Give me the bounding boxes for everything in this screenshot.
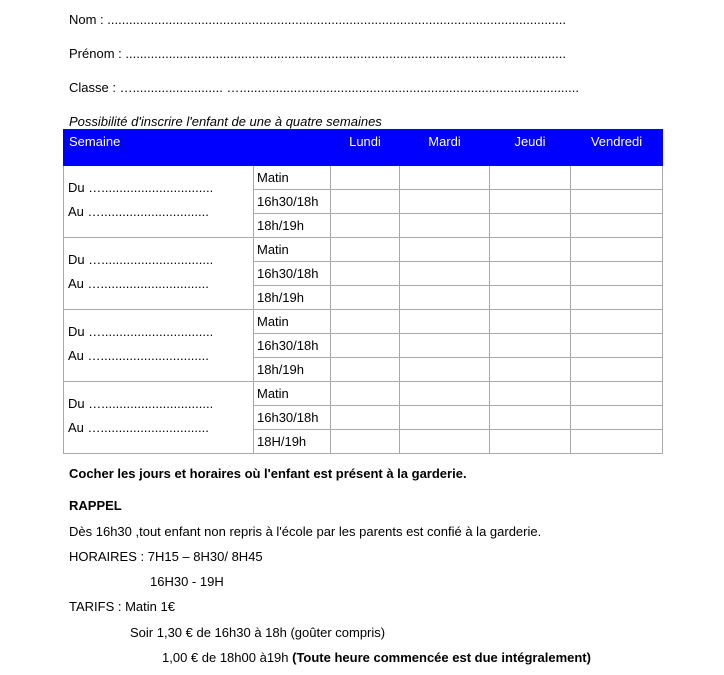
classe-field[interactable]: Classe : …......................... ….............................................................................................. [69, 80, 579, 95]
table-caption: Possibilité d'inscrire l'enfant de une à quatre semaines [69, 114, 382, 129]
checkbox-cell-lundi[interactable] [331, 382, 400, 406]
registration-table [63, 129, 663, 454]
checkbox-cell-lundi[interactable] [331, 214, 400, 238]
checkbox-cell-jeudi[interactable] [490, 406, 571, 430]
checkbox-cell-jeudi[interactable] [490, 382, 571, 406]
time-slot-label: 16h30/18h [254, 334, 331, 358]
week-du[interactable]: Du …............................... [68, 180, 214, 195]
header-jeudi: Jeudi [490, 130, 571, 166]
checkbox-cell-vendredi[interactable] [571, 334, 663, 358]
tarifs-line1: TARIFS : Matin 1€ [69, 599, 175, 614]
checkbox-cell-lundi[interactable] [331, 406, 400, 430]
checkbox-cell-mardi[interactable] [400, 406, 490, 430]
instructions: Cocher les jours et horaires où l'enfant est présent à la garderie. [69, 466, 467, 481]
checkbox-cell-lundi[interactable] [331, 166, 400, 190]
header-mardi: Mardi [400, 130, 490, 166]
checkbox-cell-lundi[interactable] [331, 430, 400, 454]
table-row [64, 310, 663, 334]
table-header-row [64, 130, 663, 166]
checkbox-cell-mardi[interactable] [400, 166, 490, 190]
time-slot-label: Matin [254, 310, 331, 334]
checkbox-cell-lundi[interactable] [331, 286, 400, 310]
checkbox-cell-lundi[interactable] [331, 310, 400, 334]
time-slot-label: 16h30/18h [254, 190, 331, 214]
week-du[interactable]: Du …............................... [68, 396, 214, 411]
checkbox-cell-lundi[interactable] [331, 238, 400, 262]
checkbox-cell-jeudi[interactable] [490, 238, 571, 262]
time-slot-label: Matin [254, 238, 331, 262]
checkbox-cell-vendredi[interactable] [571, 382, 663, 406]
checkbox-cell-jeudi[interactable] [490, 214, 571, 238]
header-semaine: Semaine [64, 130, 254, 166]
checkbox-cell-mardi[interactable] [400, 334, 490, 358]
rappel-title: RAPPEL [69, 498, 122, 513]
checkbox-cell-jeudi[interactable] [490, 334, 571, 358]
table-row [64, 166, 663, 190]
checkbox-cell-lundi[interactable] [331, 190, 400, 214]
checkbox-cell-mardi[interactable] [400, 262, 490, 286]
week-dates-cell[interactable] [64, 238, 254, 310]
checkbox-cell-mardi[interactable] [400, 286, 490, 310]
horaires-line1: HORAIRES : 7H15 – 8H30/ 8H45 [69, 549, 263, 564]
checkbox-cell-lundi[interactable] [331, 334, 400, 358]
tarifs-line3-note: (Toute heure commencée est due intégralement) [292, 650, 591, 665]
week-du[interactable]: Du …............................... [68, 324, 214, 339]
week-dates-cell[interactable] [64, 166, 254, 238]
table-row [64, 382, 663, 406]
checkbox-cell-vendredi[interactable] [571, 310, 663, 334]
week-du[interactable]: Du …............................... [68, 252, 214, 267]
header-vendredi: Vendredi [571, 130, 663, 166]
checkbox-cell-jeudi[interactable] [490, 430, 571, 454]
time-slot-label: 16h30/18h [254, 406, 331, 430]
rappel-line1: Dès 16h30 ,tout enfant non repris à l'école par les parents est confié à la garderie. [69, 524, 542, 539]
checkbox-cell-lundi[interactable] [331, 262, 400, 286]
checkbox-cell-vendredi[interactable] [571, 406, 663, 430]
checkbox-cell-jeudi[interactable] [490, 190, 571, 214]
checkbox-cell-jeudi[interactable] [490, 358, 571, 382]
checkbox-cell-mardi[interactable] [400, 238, 490, 262]
checkbox-cell-jeudi[interactable] [490, 166, 571, 190]
checkbox-cell-mardi[interactable] [400, 190, 490, 214]
checkbox-cell-lundi[interactable] [331, 358, 400, 382]
checkbox-cell-mardi[interactable] [400, 430, 490, 454]
week-au[interactable]: Au ….............................. [68, 276, 209, 291]
time-slot-label: 18H/19h [254, 430, 331, 454]
header-slot [254, 130, 331, 166]
prenom-field[interactable]: Prénom : .......................................................................................................................... [69, 46, 566, 61]
checkbox-cell-vendredi[interactable] [571, 262, 663, 286]
checkbox-cell-vendredi[interactable] [571, 286, 663, 310]
table-row [64, 238, 663, 262]
checkbox-cell-vendredi[interactable] [571, 190, 663, 214]
tarifs-line2: Soir 1,30 € de 16h30 à 18h (goûter compris) [130, 625, 386, 640]
header-lundi: Lundi [331, 130, 400, 166]
checkbox-cell-jeudi[interactable] [490, 310, 571, 334]
checkbox-cell-jeudi[interactable] [490, 262, 571, 286]
tarifs-line3 [162, 650, 591, 665]
week-dates-cell[interactable] [64, 382, 254, 454]
time-slot-label: Matin [254, 382, 331, 406]
time-slot-label: 18h/19h [254, 286, 331, 310]
time-slot-label: Matin [254, 166, 331, 190]
week-au[interactable]: Au ….............................. [68, 420, 209, 435]
checkbox-cell-mardi[interactable] [400, 310, 490, 334]
time-slot-label: 18h/19h [254, 214, 331, 238]
week-dates-cell[interactable] [64, 310, 254, 382]
checkbox-cell-mardi[interactable] [400, 214, 490, 238]
horaires-line2: 16H30 - 19H [150, 574, 224, 589]
checkbox-cell-vendredi[interactable] [571, 430, 663, 454]
nom-field[interactable]: Nom : ............................................................................................................................... [69, 12, 566, 27]
tarifs-line3-price: 1,00 € de 18h00 à19h [162, 650, 293, 665]
checkbox-cell-mardi[interactable] [400, 358, 490, 382]
checkbox-cell-vendredi[interactable] [571, 214, 663, 238]
checkbox-cell-vendredi[interactable] [571, 358, 663, 382]
time-slot-label: 18h/19h [254, 358, 331, 382]
week-au[interactable]: Au ….............................. [68, 204, 209, 219]
checkbox-cell-vendredi[interactable] [571, 166, 663, 190]
checkbox-cell-vendredi[interactable] [571, 238, 663, 262]
week-au[interactable]: Au ….............................. [68, 348, 209, 363]
checkbox-cell-mardi[interactable] [400, 382, 490, 406]
time-slot-label: 16h30/18h [254, 262, 331, 286]
checkbox-cell-jeudi[interactable] [490, 286, 571, 310]
